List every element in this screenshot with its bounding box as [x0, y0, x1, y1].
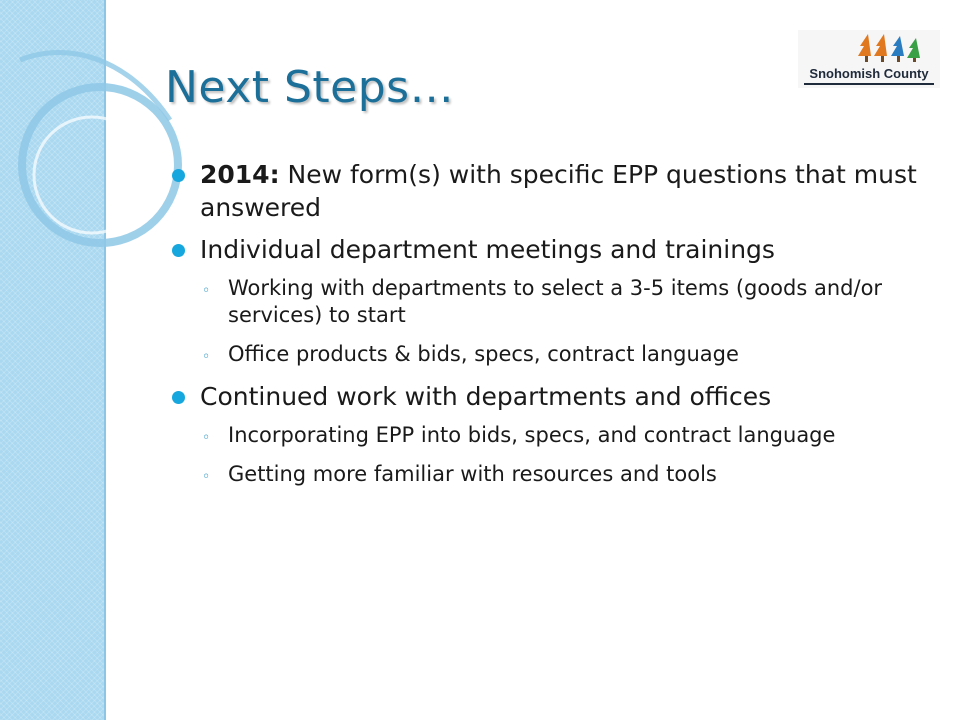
sub-bullet-text: Incorporating EPP into bids, specs, and contract language — [228, 423, 836, 447]
bullet-text: Individual department meetings and trainings — [200, 235, 775, 264]
logo-text: Snohomish County — [809, 66, 929, 81]
sub-bullet-text: Working with departments to select a 3-5 items (goods and/or services) to start — [228, 276, 883, 327]
bullet-dot-icon — [172, 391, 185, 404]
bullet-text: New form(s) with specific EPP questions that must answered — [200, 160, 917, 222]
bullet-item — [168, 380, 938, 413]
sub-bullet-item — [168, 422, 938, 449]
sub-bullet-text: Office products & bids, specs, contract language — [228, 342, 739, 366]
sub-bullet-text: Getting more familiar with resources and tools — [228, 462, 717, 486]
bullet-list — [168, 158, 938, 500]
sub-bullet-item — [168, 275, 938, 329]
bullet-text: Continued work with departments and offices — [200, 382, 772, 411]
sub-bullet-item — [168, 341, 938, 368]
bullet-dot-icon — [172, 244, 185, 257]
bullet-lead: 2014: — [200, 160, 280, 189]
sub-bullet-item — [168, 461, 938, 488]
sub-bullet-ring-icon: ◦ — [202, 430, 211, 446]
bullet-item — [168, 233, 938, 266]
sub-bullet-ring-icon: ◦ — [202, 283, 211, 299]
logo-underline — [804, 83, 934, 85]
sub-bullet-ring-icon: ◦ — [202, 349, 211, 365]
tree-logo-icon — [798, 30, 940, 70]
slide-title: Next Steps… — [165, 62, 455, 113]
sub-bullet-ring-icon: ◦ — [202, 469, 211, 485]
bullet-item — [168, 158, 938, 224]
snohomish-county-logo — [798, 30, 940, 88]
bullet-dot-icon — [172, 169, 185, 182]
